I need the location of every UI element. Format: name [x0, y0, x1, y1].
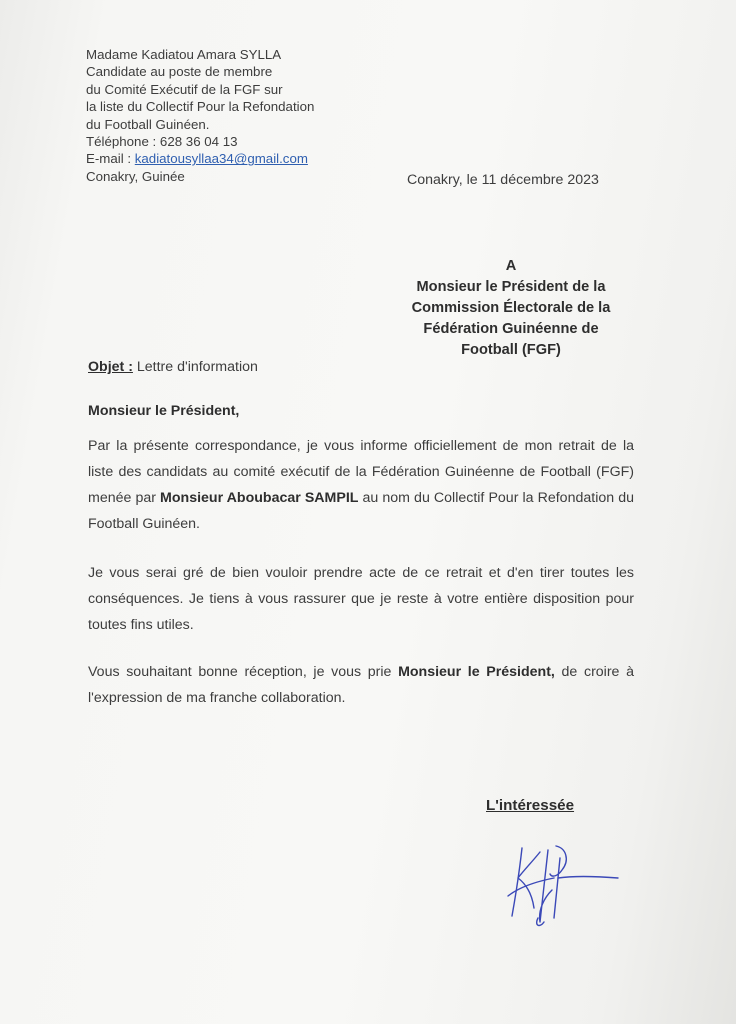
recipient-prefix: A — [505, 258, 517, 274]
subject-line — [88, 359, 258, 375]
sender-phone: Téléphone : 628 36 04 13 — [86, 134, 238, 150]
paragraph-3-bold: Monsieur le Président, — [398, 664, 555, 680]
signature-stroke-1 — [512, 848, 522, 916]
paragraph-1-text-b: au nom du Collectif Pour la Refondation du Football Guinéen. — [88, 490, 634, 532]
recipient-block — [378, 256, 644, 361]
signature-stroke-2 — [518, 852, 540, 908]
recipient-line-2: Commission Électorale de la — [411, 300, 611, 316]
sender-email-link[interactable]: kadiatousyllaa34@gmail.com — [134, 151, 308, 167]
paragraph-2: Je vous serai gré de bien vouloir prendre acte de ce retrait et d'en tirer toutes les conséquences. Je tiens à vous rassurer que je reste à votre entière disposition pour toutes fins utiles. — [88, 565, 634, 633]
signature-stroke-7 — [558, 877, 618, 879]
paragraph-3-text-b: de croire à l'expression de ma franche collaboration. — [88, 664, 634, 706]
sender-email-line — [86, 150, 314, 167]
paragraph-1-text-a: Par la présente correspondance, je vous informe officiellement de mon retrait de la liste des candidats au comité exécutif de la Fédération Guinéenne de Football (FGF) menée par — [88, 438, 634, 506]
sender-email-label: E-mail : — [86, 151, 135, 167]
paragraph-3 — [88, 659, 634, 711]
signature-stroke-4 — [540, 850, 552, 922]
subject-text: Lettre d'information — [132, 359, 258, 375]
place-date: Conakry, le 11 décembre 2023 — [407, 172, 599, 188]
handwritten-signature — [500, 838, 630, 928]
paragraph-1-bold: Monsieur Aboubacar SAMPIL — [160, 490, 359, 506]
sender-role-line-4: du Football Guinéen. — [86, 116, 210, 132]
paragraph-1 — [88, 433, 634, 537]
subject-label: Objet : — [88, 359, 133, 375]
signature-label: L'intéressée — [486, 797, 575, 814]
sender-name: Madame Kadiatou Amara SYLLA — [86, 47, 282, 62]
sender-role-line-2: du Comité Exécutif de la FGF sur — [86, 81, 283, 97]
sender-role-line-1: Candidate au poste de membre — [86, 64, 273, 80]
recipient-line-1: Monsieur le Président de la — [416, 279, 606, 295]
sender-role-line-3: la liste du Collectif Pour la Refondation — [86, 99, 315, 115]
sender-city: Conakry, Guinée — [86, 168, 185, 184]
salutation: Monsieur le Président, — [88, 403, 240, 419]
recipient-line-3: Fédération Guinéenne de — [423, 321, 599, 337]
paragraph-3-text-a: Vous souhaitant bonne réception, je vous prie — [88, 664, 399, 680]
signature-stroke-6 — [554, 858, 560, 918]
signature-stroke-3 — [508, 878, 554, 896]
sender-block — [86, 46, 314, 185]
recipient-line-4: Football (FGF) — [461, 342, 561, 358]
